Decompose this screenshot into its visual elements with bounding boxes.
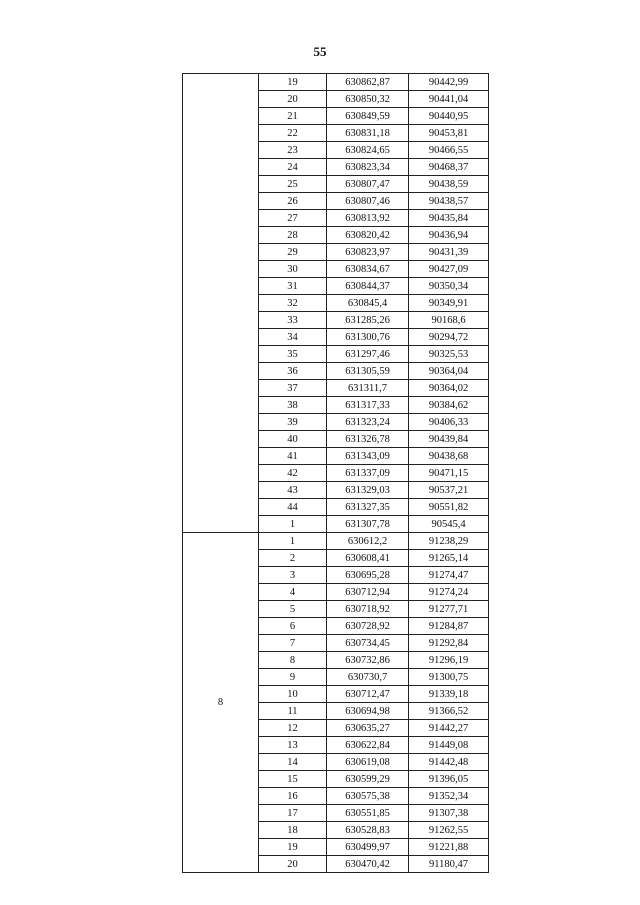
point-number-cell: 29 bbox=[259, 244, 327, 261]
y-coordinate-cell: 90406,33 bbox=[409, 414, 489, 431]
y-coordinate-cell: 91274,24 bbox=[409, 584, 489, 601]
y-coordinate-cell: 90438,57 bbox=[409, 193, 489, 210]
y-coordinate-cell: 90427,09 bbox=[409, 261, 489, 278]
x-coordinate-cell: 631329,03 bbox=[327, 482, 409, 499]
y-coordinate-cell: 90431,39 bbox=[409, 244, 489, 261]
point-number-cell: 6 bbox=[259, 618, 327, 635]
x-coordinate-cell: 631326,78 bbox=[327, 431, 409, 448]
point-number-cell: 24 bbox=[259, 159, 327, 176]
x-coordinate-cell: 630730,7 bbox=[327, 669, 409, 686]
point-number-cell: 20 bbox=[259, 856, 327, 873]
point-number-cell: 39 bbox=[259, 414, 327, 431]
x-coordinate-cell: 630844,37 bbox=[327, 278, 409, 295]
x-coordinate-cell: 630823,34 bbox=[327, 159, 409, 176]
point-number-cell: 19 bbox=[259, 74, 327, 91]
y-coordinate-cell: 90441,04 bbox=[409, 91, 489, 108]
x-coordinate-cell: 631285,26 bbox=[327, 312, 409, 329]
y-coordinate-cell: 91366,52 bbox=[409, 703, 489, 720]
point-number-cell: 37 bbox=[259, 380, 327, 397]
y-coordinate-cell: 91284,87 bbox=[409, 618, 489, 635]
point-number-cell: 35 bbox=[259, 346, 327, 363]
x-coordinate-cell: 630499,97 bbox=[327, 839, 409, 856]
x-coordinate-cell: 630712,94 bbox=[327, 584, 409, 601]
y-coordinate-cell: 90545,4 bbox=[409, 516, 489, 533]
x-coordinate-cell: 630849,59 bbox=[327, 108, 409, 125]
point-number-cell: 4 bbox=[259, 584, 327, 601]
y-coordinate-cell: 91449,08 bbox=[409, 737, 489, 754]
y-coordinate-cell: 90349,91 bbox=[409, 295, 489, 312]
point-number-cell: 33 bbox=[259, 312, 327, 329]
x-coordinate-cell: 630528,83 bbox=[327, 822, 409, 839]
coordinates-table bbox=[182, 73, 489, 873]
y-coordinate-cell: 90294,72 bbox=[409, 329, 489, 346]
point-number-cell: 41 bbox=[259, 448, 327, 465]
y-coordinate-cell: 90453,81 bbox=[409, 125, 489, 142]
point-number-cell: 20 bbox=[259, 91, 327, 108]
y-coordinate-cell: 90537,21 bbox=[409, 482, 489, 499]
point-number-cell: 17 bbox=[259, 805, 327, 822]
point-number-cell: 3 bbox=[259, 567, 327, 584]
y-coordinate-cell: 91262,55 bbox=[409, 822, 489, 839]
point-number-cell: 12 bbox=[259, 720, 327, 737]
y-coordinate-cell: 91352,34 bbox=[409, 788, 489, 805]
x-coordinate-cell: 630824,65 bbox=[327, 142, 409, 159]
point-number-cell: 16 bbox=[259, 788, 327, 805]
y-coordinate-cell: 90438,68 bbox=[409, 448, 489, 465]
x-coordinate-cell: 631311,7 bbox=[327, 380, 409, 397]
y-coordinate-cell: 91296,19 bbox=[409, 652, 489, 669]
x-coordinate-cell: 630850,32 bbox=[327, 91, 409, 108]
y-coordinate-cell: 91274,47 bbox=[409, 567, 489, 584]
point-number-cell: 7 bbox=[259, 635, 327, 652]
x-coordinate-cell: 630694,98 bbox=[327, 703, 409, 720]
point-number-cell: 11 bbox=[259, 703, 327, 720]
point-number-cell: 44 bbox=[259, 499, 327, 516]
page-number: 55 bbox=[313, 44, 327, 59]
x-coordinate-cell: 630608,41 bbox=[327, 550, 409, 567]
y-coordinate-cell: 90471,15 bbox=[409, 465, 489, 482]
x-coordinate-cell: 631317,33 bbox=[327, 397, 409, 414]
y-coordinate-cell: 91396,05 bbox=[409, 771, 489, 788]
y-coordinate-cell: 90468,37 bbox=[409, 159, 489, 176]
point-number-cell: 1 bbox=[259, 516, 327, 533]
x-coordinate-cell: 631323,24 bbox=[327, 414, 409, 431]
x-coordinate-cell: 630813,92 bbox=[327, 210, 409, 227]
point-number-cell: 34 bbox=[259, 329, 327, 346]
x-coordinate-cell: 631307,78 bbox=[327, 516, 409, 533]
x-coordinate-cell: 630807,47 bbox=[327, 176, 409, 193]
point-number-cell: 21 bbox=[259, 108, 327, 125]
x-coordinate-cell: 631297,46 bbox=[327, 346, 409, 363]
y-coordinate-cell: 91292,84 bbox=[409, 635, 489, 652]
point-number-cell: 28 bbox=[259, 227, 327, 244]
x-coordinate-cell: 630820,42 bbox=[327, 227, 409, 244]
point-number-cell: 23 bbox=[259, 142, 327, 159]
point-number-cell: 14 bbox=[259, 754, 327, 771]
x-coordinate-cell: 630575,38 bbox=[327, 788, 409, 805]
y-coordinate-cell: 90442,99 bbox=[409, 74, 489, 91]
y-coordinate-cell: 91307,38 bbox=[409, 805, 489, 822]
x-coordinate-cell: 630734,45 bbox=[327, 635, 409, 652]
y-coordinate-cell: 90466,55 bbox=[409, 142, 489, 159]
y-coordinate-cell: 91277,71 bbox=[409, 601, 489, 618]
point-number-cell: 15 bbox=[259, 771, 327, 788]
table-row bbox=[183, 74, 489, 91]
x-coordinate-cell: 630612,2 bbox=[327, 533, 409, 550]
y-coordinate-cell: 90440,95 bbox=[409, 108, 489, 125]
group-label-cell bbox=[183, 74, 259, 533]
x-coordinate-cell: 630862,87 bbox=[327, 74, 409, 91]
point-number-cell: 38 bbox=[259, 397, 327, 414]
point-number-cell: 1 bbox=[259, 533, 327, 550]
y-coordinate-cell: 91339,18 bbox=[409, 686, 489, 703]
y-coordinate-cell: 90551,82 bbox=[409, 499, 489, 516]
x-coordinate-cell: 631305,59 bbox=[327, 363, 409, 380]
x-coordinate-cell: 630635,27 bbox=[327, 720, 409, 737]
y-coordinate-cell: 90438,59 bbox=[409, 176, 489, 193]
y-coordinate-cell: 90168,6 bbox=[409, 312, 489, 329]
point-number-cell: 30 bbox=[259, 261, 327, 278]
y-coordinate-cell: 91180,47 bbox=[409, 856, 489, 873]
point-number-cell: 25 bbox=[259, 176, 327, 193]
y-coordinate-cell: 91221,88 bbox=[409, 839, 489, 856]
y-coordinate-cell: 90364,02 bbox=[409, 380, 489, 397]
point-number-cell: 31 bbox=[259, 278, 327, 295]
x-coordinate-cell: 630728,92 bbox=[327, 618, 409, 635]
y-coordinate-cell: 90435,84 bbox=[409, 210, 489, 227]
point-number-cell: 8 bbox=[259, 652, 327, 669]
point-number-cell: 2 bbox=[259, 550, 327, 567]
point-number-cell: 40 bbox=[259, 431, 327, 448]
y-coordinate-cell: 91238,29 bbox=[409, 533, 489, 550]
x-coordinate-cell: 630807,46 bbox=[327, 193, 409, 210]
y-coordinate-cell: 90325,53 bbox=[409, 346, 489, 363]
point-number-cell: 18 bbox=[259, 822, 327, 839]
coordinates-table-body bbox=[183, 74, 489, 873]
x-coordinate-cell: 630622,84 bbox=[327, 737, 409, 754]
point-number-cell: 13 bbox=[259, 737, 327, 754]
point-number-cell: 27 bbox=[259, 210, 327, 227]
y-coordinate-cell: 91442,48 bbox=[409, 754, 489, 771]
x-coordinate-cell: 630834,67 bbox=[327, 261, 409, 278]
x-coordinate-cell: 630599,29 bbox=[327, 771, 409, 788]
x-coordinate-cell: 631300,76 bbox=[327, 329, 409, 346]
point-number-cell: 9 bbox=[259, 669, 327, 686]
y-coordinate-cell: 91442,27 bbox=[409, 720, 489, 737]
point-number-cell: 32 bbox=[259, 295, 327, 312]
x-coordinate-cell: 630551,85 bbox=[327, 805, 409, 822]
x-coordinate-cell: 630845,4 bbox=[327, 295, 409, 312]
point-number-cell: 10 bbox=[259, 686, 327, 703]
table-row bbox=[183, 533, 489, 550]
point-number-cell: 42 bbox=[259, 465, 327, 482]
y-coordinate-cell: 91265,14 bbox=[409, 550, 489, 567]
x-coordinate-cell: 630732,86 bbox=[327, 652, 409, 669]
x-coordinate-cell: 630695,28 bbox=[327, 567, 409, 584]
y-coordinate-cell: 90350,34 bbox=[409, 278, 489, 295]
y-coordinate-cell: 90436,94 bbox=[409, 227, 489, 244]
y-coordinate-cell: 90384,62 bbox=[409, 397, 489, 414]
point-number-cell: 26 bbox=[259, 193, 327, 210]
x-coordinate-cell: 630823,97 bbox=[327, 244, 409, 261]
x-coordinate-cell: 630470,42 bbox=[327, 856, 409, 873]
x-coordinate-cell: 631343,09 bbox=[327, 448, 409, 465]
point-number-cell: 22 bbox=[259, 125, 327, 142]
x-coordinate-cell: 630718,92 bbox=[327, 601, 409, 618]
point-number-cell: 43 bbox=[259, 482, 327, 499]
x-coordinate-cell: 630712,47 bbox=[327, 686, 409, 703]
x-coordinate-cell: 630831,18 bbox=[327, 125, 409, 142]
point-number-cell: 5 bbox=[259, 601, 327, 618]
group-label-cell: 8 bbox=[183, 533, 259, 873]
point-number-cell: 19 bbox=[259, 839, 327, 856]
x-coordinate-cell: 631327,35 bbox=[327, 499, 409, 516]
y-coordinate-cell: 90439,84 bbox=[409, 431, 489, 448]
x-coordinate-cell: 631337,09 bbox=[327, 465, 409, 482]
x-coordinate-cell: 630619,08 bbox=[327, 754, 409, 771]
point-number-cell: 36 bbox=[259, 363, 327, 380]
y-coordinate-cell: 91300,75 bbox=[409, 669, 489, 686]
y-coordinate-cell: 90364,04 bbox=[409, 363, 489, 380]
